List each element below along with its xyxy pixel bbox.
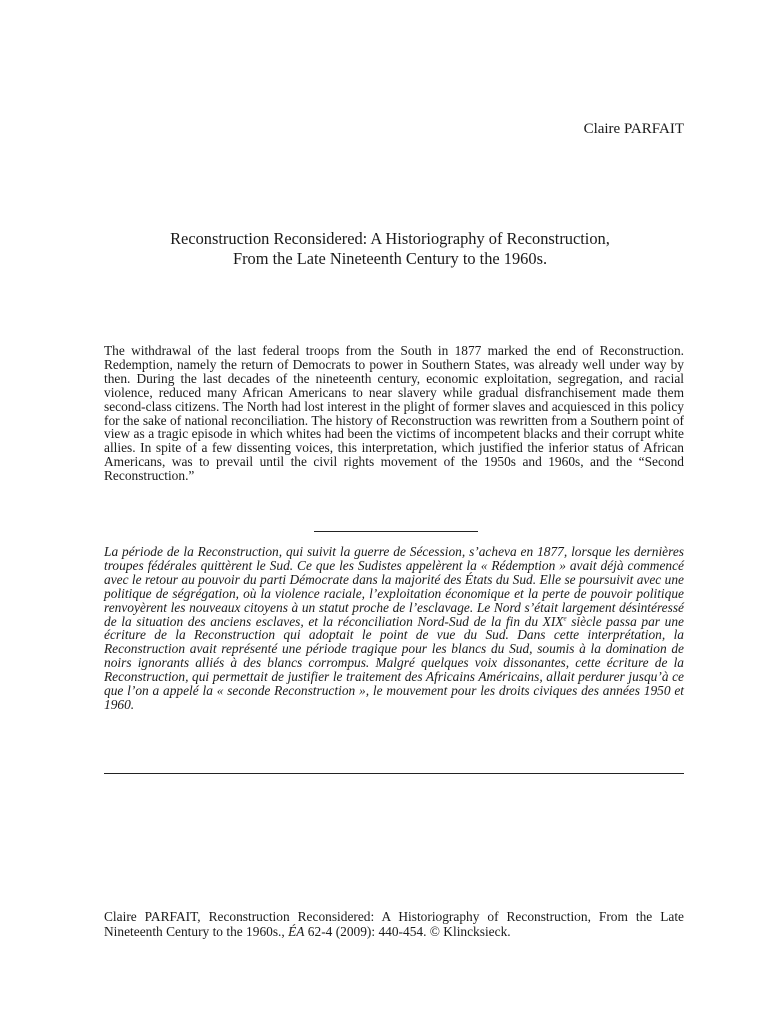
abstract-end-rule xyxy=(104,773,684,774)
citation-footer xyxy=(104,910,684,939)
article-title-line-2: From the Late Nineteenth Century to the 1960s. xyxy=(232,248,548,268)
abstract-english: The withdrawal of the last federal troops from the South in 1877 marked the end of Reconstruction. Redemption, namely the return of Democrats to power in Southern States, was already well under way by then. During the last decades of the nineteenth century, economic exploitation, segregation, and racial violence, reduced many African Americans to near slavery while gradual disfranchisement made them second-class citizens. The North had lost interest in the plight of former slaves and acquiesced in this policy for the sake of national reconciliation. The history of Reconstruction was rewritten from a Southern point of view as a tragic episode in which whites had been the victims of incompetent blacks and their corrupt white allies. In spite of a few dissenting voices, this interpretation, which justified the inferior status of African Americans, was to prevail until the civil rights movement of the 1950s and 1960s, and the “Second Reconstruction.” xyxy=(104,343,684,484)
abstract-french-part-1: La période de la Reconstruction, qui suivit la guerre de Sécession, s’acheva en 1877, lorsque les dernières troupes fédérales quittèrent le Sud. Ce que les Sudistes appelèrent la « Rédemption » avait déjà commencé avec le retour au pouvoir du parti Démocrate dans la majorité des États du Sud. Elle se poursuivit avec une politique de ségrégation, où la violence raciale, l’exploitation économique et la perte de pouvoir politique renvoyèrent les nouveaux citoyens à un statut proche de l’esclavage. Le Nord s’était largement désintéressé de la situation des anciens esclaves, et la réconciliation Nord-Sud de la fin du XIX xyxy=(104,544,684,629)
abstract-french-part-2: siècle passa par une écriture de la Reconstruction qui adoptait le point de vue du Sud. Dans cette interprétation, la Reconstruction avait représenté une période tragique pour les blancs du Sud, soumis à la domination de noirs ignorants alliés à des blancs corrompus. Malgré quelques voix dissonantes, cette écriture de la Reconstruction, qui permettait de justifier le traitement des Africains Américains, allait perdurer jusqu’à ce que l’on a appelé la « seconde Reconstruction », le mouvement pour les droits civiques des années 1950 et 1960. xyxy=(104,613,684,712)
author-name: Claire PARFAIT xyxy=(583,121,684,137)
section-divider xyxy=(314,531,478,532)
article-title-line-1: Reconstruction Reconsidered: A Historiography of Reconstruction, xyxy=(170,229,610,248)
superscript-e: e xyxy=(563,614,567,623)
article-title xyxy=(90,229,690,268)
journal-abbreviation: ÉA xyxy=(288,923,305,939)
citation-details: 62-4 (2009): 440-454. © Klincksieck. xyxy=(304,923,511,939)
citation-text: Claire PARFAIT, Reconstruction Reconsidered: A Historiography of Reconstruction, From the Late Nineteenth Century to the 1960s., xyxy=(104,909,684,939)
abstract-french xyxy=(104,545,684,712)
